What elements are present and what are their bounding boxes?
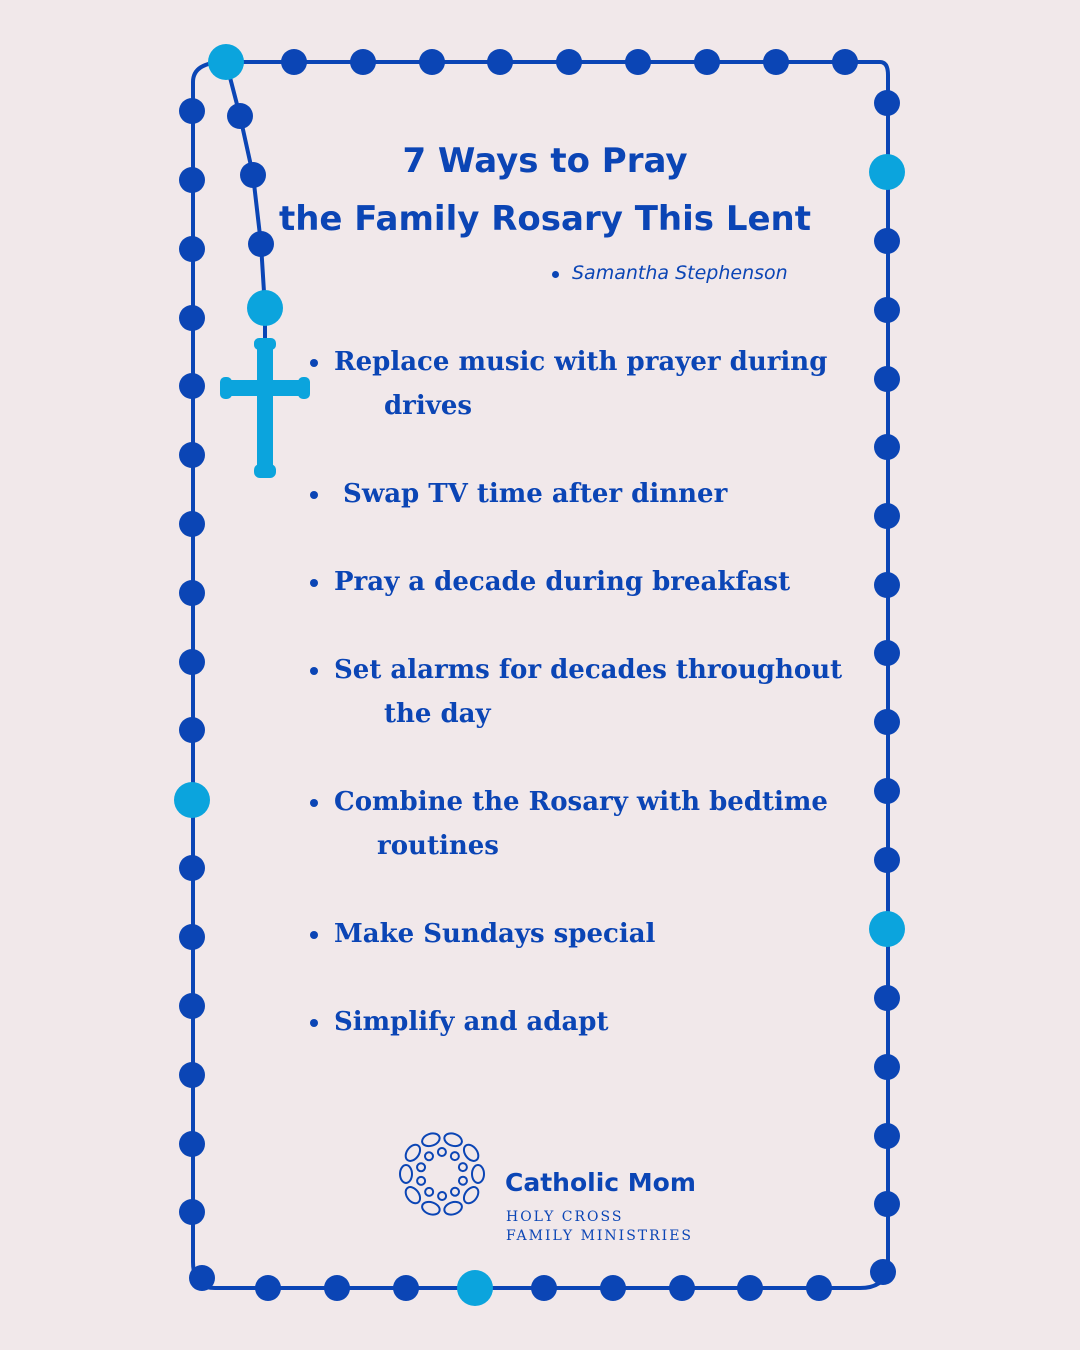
rosary-bead (874, 297, 900, 323)
wreath-bead (459, 1177, 467, 1185)
rosary-bead (874, 640, 900, 666)
rosary-bead (874, 709, 900, 735)
rosary-bead (600, 1275, 626, 1301)
wreath-bead (417, 1163, 425, 1171)
author-bullet (552, 271, 559, 278)
rosary-wreath-icon (390, 1122, 495, 1227)
logo-name: Catholic Mom (505, 1168, 696, 1197)
rosary-bead (874, 434, 900, 460)
rosary-bead (874, 572, 900, 598)
rosary-bead (179, 305, 205, 331)
rosary-bead (179, 1062, 205, 1088)
wreath-bead (459, 1163, 467, 1171)
rosary-bead (324, 1275, 350, 1301)
wreath-petal (461, 1184, 481, 1206)
rosary-bead (874, 1054, 900, 1080)
crucifix-icon (220, 338, 310, 478)
rosary-bead (669, 1275, 695, 1301)
title-line-1: 7 Ways to Pray (402, 141, 688, 181)
rosary-bead (869, 911, 905, 947)
list-item-text: Set alarms for decades throughout (334, 655, 843, 685)
rosary-bead (737, 1275, 763, 1301)
rosary-bead (179, 511, 205, 537)
rosary-bead (179, 373, 205, 399)
rosary-bead (350, 49, 376, 75)
rosary-bead (874, 1191, 900, 1217)
rosary-bead (208, 44, 244, 80)
page-title (190, 132, 900, 248)
rosary-bead (806, 1275, 832, 1301)
rosary-bead (179, 993, 205, 1019)
rosary-bead (281, 49, 307, 75)
logo-subtitle-line-1: HOLY CROSS (506, 1209, 624, 1225)
rosary-bead (874, 1123, 900, 1149)
wreath-petal (472, 1165, 484, 1183)
wreath-petal (443, 1131, 464, 1148)
rosary-bead (179, 1131, 205, 1157)
wreath-bead (417, 1177, 425, 1185)
rosary-bead (874, 985, 900, 1011)
title-line-2: the Family Rosary This Lent (278, 199, 812, 239)
rosary-bead (487, 49, 513, 75)
rosary-bead (874, 778, 900, 804)
wreath-petal (443, 1200, 464, 1217)
rosary-bead (874, 503, 900, 529)
rosary-bead (179, 717, 205, 743)
list-item-text: Simplify and adapt (334, 1007, 609, 1037)
rosary-bead (189, 1265, 215, 1291)
rosary-bead (179, 442, 205, 468)
wreath-petal (400, 1165, 412, 1183)
wreath-bead (438, 1192, 446, 1200)
rosary-bead (227, 103, 253, 129)
rosary-bead (763, 49, 789, 75)
rosary-bead (694, 49, 720, 75)
list-item-text: Make Sundays special (334, 919, 656, 949)
rosary-bead (247, 290, 283, 326)
rosary-bead (457, 1270, 493, 1306)
rosary-bead (179, 580, 205, 606)
rosary-bead (179, 98, 205, 124)
wreath-bead (425, 1188, 433, 1196)
rosary-bead (874, 366, 900, 392)
rosary-bead (832, 49, 858, 75)
wreath-bead (451, 1188, 459, 1196)
list-item-text: Pray a decade during breakfast (334, 567, 791, 597)
wreath-bead (451, 1152, 459, 1160)
wreath-bead (425, 1152, 433, 1160)
list-item-continuation: routines (377, 831, 499, 861)
logo-subtitle-line-2: FAMILY MINISTRIES (506, 1228, 694, 1244)
author-name: Samantha Stephenson (572, 262, 788, 284)
rosary-bead (874, 90, 900, 116)
wreath-petal (403, 1184, 423, 1206)
author-byline (553, 262, 788, 284)
wreath-petal (403, 1142, 423, 1164)
list-item-text: Swap TV time after dinner (334, 479, 728, 509)
list-item-text: Replace music with prayer during (334, 347, 828, 377)
rosary-bead (556, 49, 582, 75)
rosary-bead (179, 855, 205, 881)
wreath-petal (461, 1142, 481, 1164)
list-item-text: Combine the Rosary with bedtime (334, 787, 828, 817)
rosary-bead (179, 649, 205, 675)
rosary-bead (255, 1275, 281, 1301)
rosary-bead (419, 49, 445, 75)
rosary-bead (393, 1275, 419, 1301)
rosary-bead (179, 1199, 205, 1225)
wreath-petal (420, 1200, 441, 1217)
list-item-continuation: drives (384, 391, 473, 421)
logo-subtitle (506, 1208, 693, 1246)
rosary-bead (870, 1259, 896, 1285)
list-item-continuation: the day (384, 699, 491, 729)
rosary-bead (874, 847, 900, 873)
wreath-petal (420, 1131, 441, 1148)
wreath-bead (438, 1148, 446, 1156)
rosary-bead (625, 49, 651, 75)
rosary-bead (179, 924, 205, 950)
rosary-bead (531, 1275, 557, 1301)
rosary-bead (174, 782, 210, 818)
